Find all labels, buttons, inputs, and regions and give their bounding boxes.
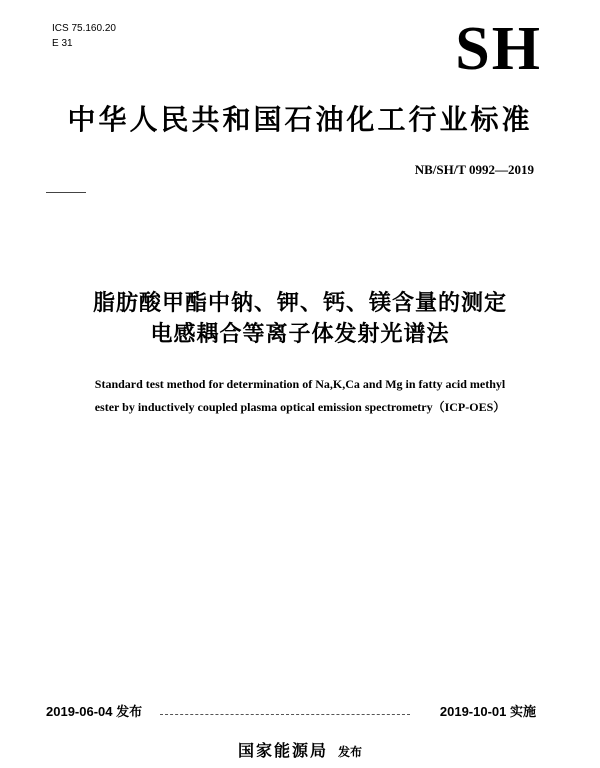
publisher-name: 国家能源局 bbox=[237, 741, 328, 760]
divider bbox=[46, 192, 86, 193]
standard-number: NB/SH/T 0992—2019 bbox=[414, 162, 534, 177]
dashed-divider bbox=[160, 714, 410, 715]
english-title-line-2: ester by inductively coupled plasma optical emission spectrometry（ICP-OES） bbox=[94, 400, 506, 414]
chinese-title-line-1: 脂肪酸甲酯中钠、钾、钙、镁含量的测定 bbox=[92, 291, 507, 316]
standard-type-title: 中华人民共和国石油化工行业标准 bbox=[67, 103, 533, 136]
implementation-date: 2019-10-01 实施 bbox=[439, 704, 536, 719]
issue-date: 2019-06-04 发布 bbox=[46, 704, 143, 719]
sh-logo: SH bbox=[455, 15, 542, 83]
publish-verb: 发布 bbox=[338, 745, 363, 759]
english-title-line-1: Standard test method for determination of Na,K,Ca and Mg in fatty acid methyl bbox=[94, 377, 506, 391]
category-code: E 31 bbox=[52, 38, 73, 49]
chinese-title-line-2: 电感耦合等离子体发射光谱法 bbox=[150, 322, 450, 347]
publisher-line bbox=[0, 738, 600, 761]
ics-code: ICS 75.160.20 bbox=[52, 23, 116, 34]
